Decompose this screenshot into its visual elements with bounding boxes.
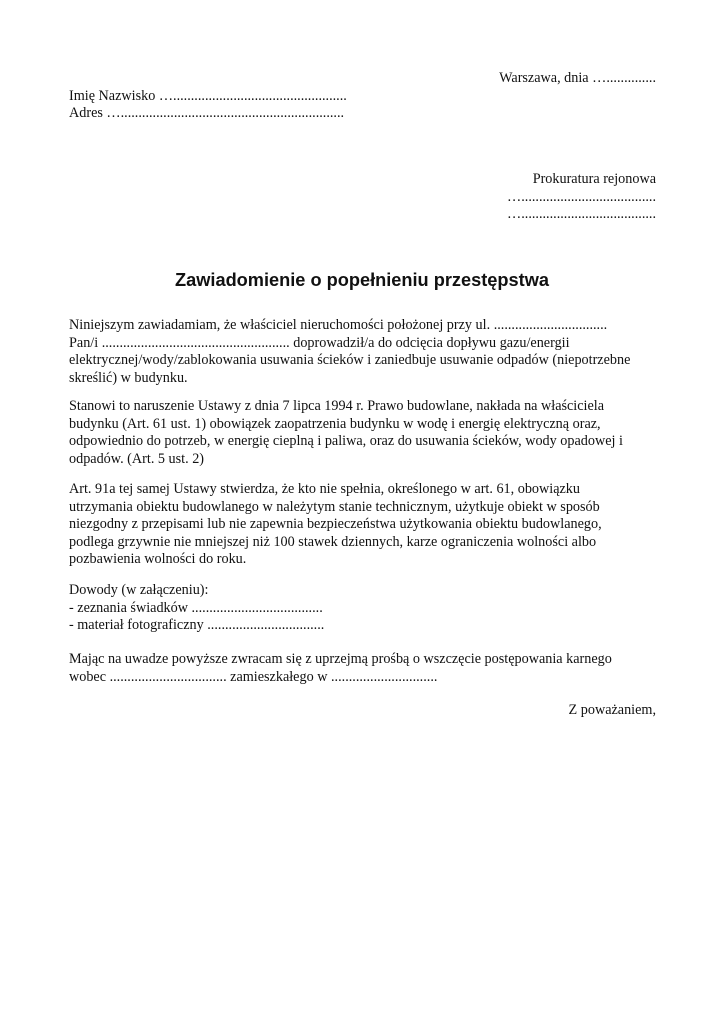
paragraph-line: Art. 91a tej samej Ustawy stwierdza, że kto nie spełnia, określonego w art. 61, obowiązku	[69, 481, 580, 497]
recipient-line-2: …......................................	[507, 206, 656, 222]
paragraph-line: Niniejszym zawiadamiam, że właściciel nieruchomości położonej przy ul. ................................	[69, 317, 608, 333]
paragraph-line: odpowiednio do potrzeb, w energię cieplną i paliwa, oraz do usuwania ścieków, wody opadowej i	[69, 433, 623, 450]
evidence-item: - zeznania świadków .....................................	[69, 599, 323, 616]
paragraph-line: Pan/i ..................................................... doprowadził/a do odcięcia dopływu gazu/energii	[69, 334, 570, 351]
paragraph-line: wobec ................................. zamieszkałego w ..............................	[69, 668, 438, 685]
paragraph-line: Stanowi to naruszenie Ustawy z dnia 7 lipca 1994 r. Prawo budowlane, nakłada na właściciela	[69, 398, 605, 414]
paragraph-line: budynku (Art. 61 ust. 1) obowiązek zaopatrzenia budynku w wodę i energię elektryczną oraz,	[69, 415, 601, 432]
sender-name: Imię Nazwisko ….................................................	[69, 88, 347, 104]
paragraph-evidence	[69, 582, 669, 635]
document-title: Zawiadomienie o popełnieniu przestępstwa	[175, 270, 549, 290]
recipient-line-1: …......................................	[507, 189, 656, 205]
evidence-item: - materiał fotograficzny .................................	[69, 617, 325, 634]
paragraph-line: elektrycznej/wody/zablokowania usuwania ścieków i zaniedbuje usuwanie odpadów (niepotrzebne	[69, 352, 631, 369]
closing-greeting: Z poważaniem,	[568, 702, 656, 718]
paragraph-line: odpadów. (Art. 5 ust. 2)	[69, 450, 205, 467]
sender-address: Adres …...............................................................	[69, 105, 345, 121]
evidence-heading: Dowody (w załączeniu):	[69, 582, 209, 598]
place-date: Warszawa, dnia …..............	[499, 70, 656, 86]
paragraph-line: podlega grzywnie nie mniejszej niż 100 stawek dziennych, karze ograniczenia wolności albo	[69, 533, 597, 550]
paragraph-line: Mając na uwadze powyższe zwracam się z uprzejmą prośbą o wszczęcie postępowania karnego	[69, 651, 612, 667]
paragraph-line: utrzymania obiektu budowlanego w należytym stanie technicznym, użytkuje obiekt w sposób	[69, 498, 600, 515]
paragraph-request	[69, 651, 669, 686]
paragraph-line: niezgodny z przepisami lub nie zapewnia bezpieczeństwa użytkowania obiektu budowlanego,	[69, 516, 602, 533]
recipient-office: Prokuratura rejonowa	[532, 171, 656, 187]
paragraph-line: skreślić) w budynku.	[69, 369, 188, 386]
paragraph-line: pozbawienia wolności do roku.	[69, 551, 247, 568]
paragraph-penalty	[69, 481, 669, 569]
paragraph-law-violation	[69, 398, 669, 468]
paragraph-notification	[69, 317, 669, 387]
